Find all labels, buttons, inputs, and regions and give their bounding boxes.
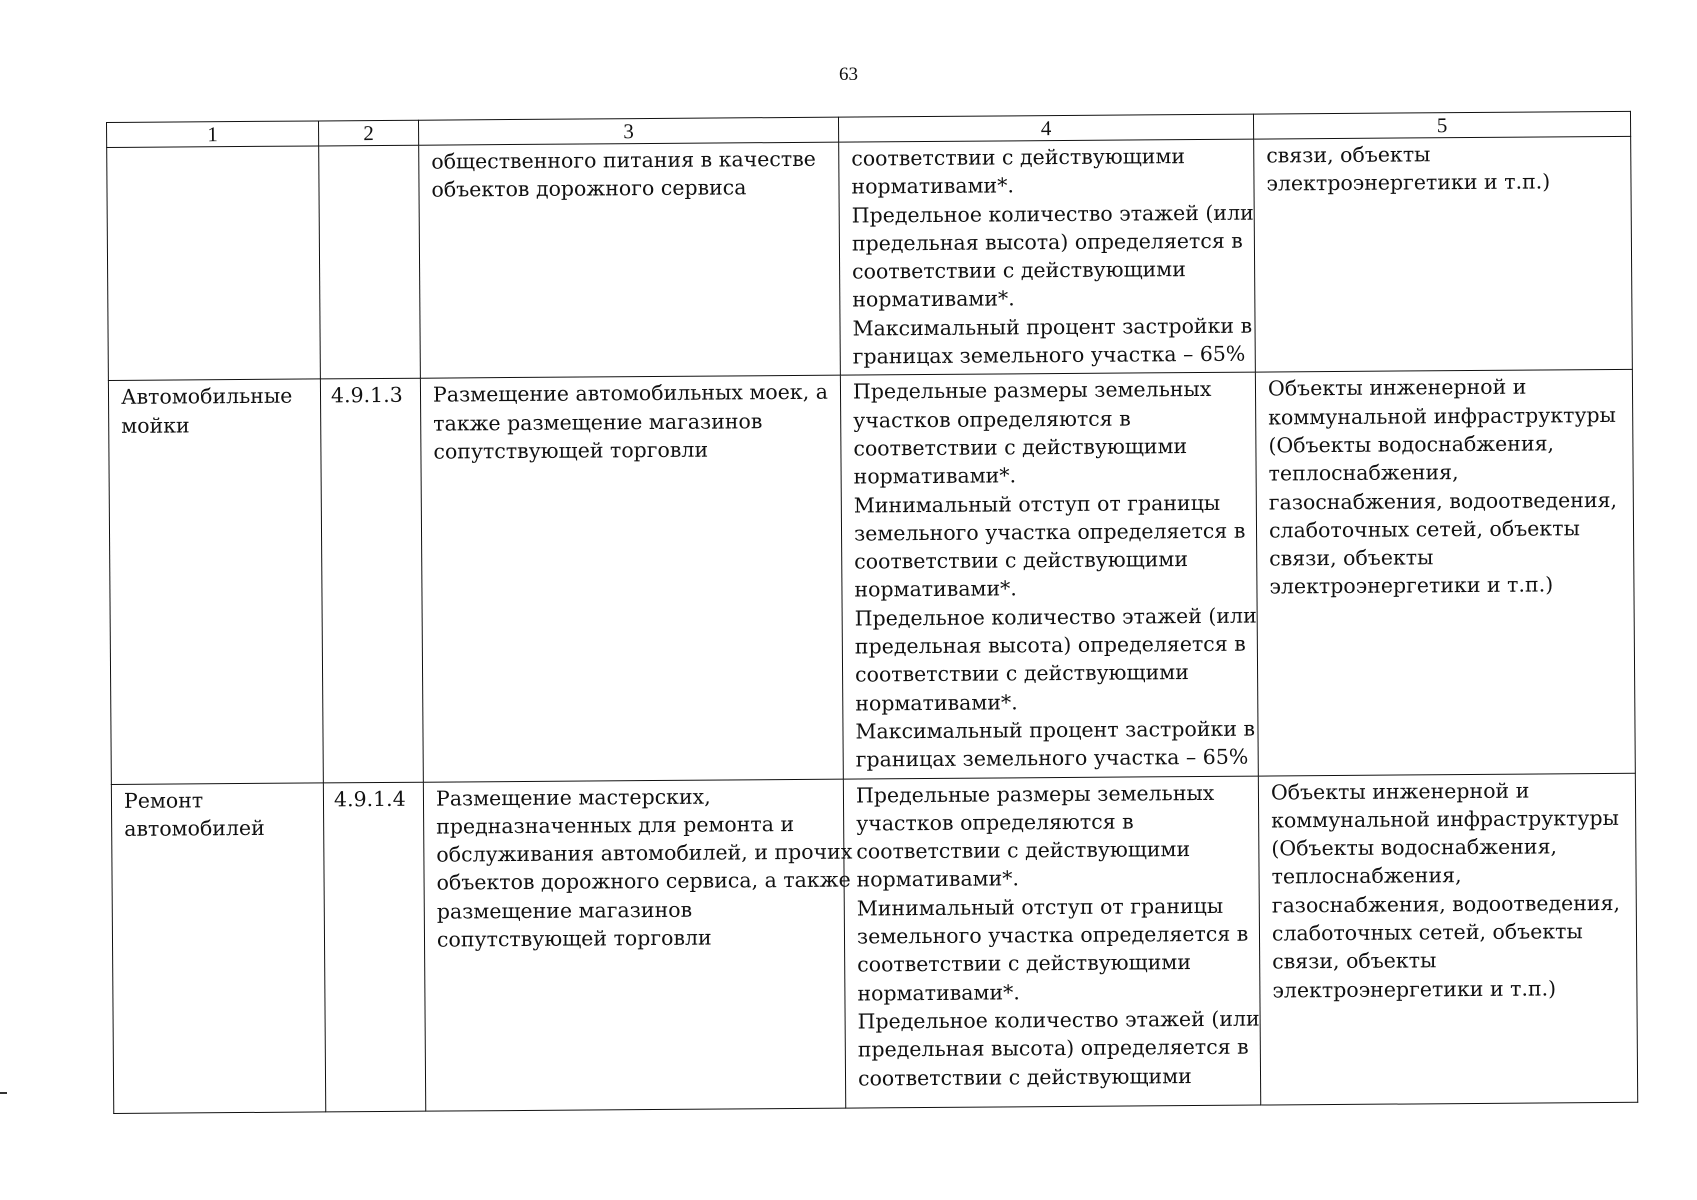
use-name-cell bbox=[111, 782, 325, 1113]
use-name-line: мойки bbox=[121, 413, 190, 438]
parameters-line: Минимальный отступ от границы bbox=[853, 490, 1221, 518]
infrastructure-line: электроэнергетики и т.п.) bbox=[1272, 976, 1557, 1003]
infrastructure-line: слаботочных сетей, объекты bbox=[1268, 516, 1580, 543]
infrastructure-cell bbox=[1254, 136, 1633, 372]
table-row bbox=[107, 136, 1633, 381]
infrastructure-line: газоснабжения, водоотведения, bbox=[1271, 890, 1621, 918]
parameters-line: нормативами*. bbox=[857, 979, 1020, 1006]
parameters-line: соответствии с действующими bbox=[851, 144, 1186, 171]
use-description-cell bbox=[420, 375, 843, 781]
use-code-cell: 4.9.1.3 bbox=[320, 379, 423, 783]
use-name-cell bbox=[107, 146, 321, 381]
parameters-line: Предельные размеры земельных bbox=[855, 780, 1215, 808]
infrastructure-line: коммунальной инфраструктуры bbox=[1271, 805, 1619, 833]
parameters-line: соответствии с действующими bbox=[857, 950, 1192, 977]
infrastructure-line: теплоснабжения, bbox=[1271, 863, 1462, 889]
page-number: 63 bbox=[839, 64, 858, 85]
use-description-cell bbox=[419, 142, 841, 378]
infrastructure-line: электроэнергетики и т.п.) bbox=[1266, 169, 1551, 196]
parameters-line: Минимальный отступ от границы bbox=[856, 893, 1224, 921]
parameters-cell bbox=[840, 372, 1258, 778]
infrastructure-line: газоснабжения, водоотведения, bbox=[1268, 487, 1618, 515]
column-header-2: 2 bbox=[318, 120, 418, 146]
use-name-line: Автомобильные bbox=[120, 384, 293, 410]
parameters-line: Максимальный процент застройки в bbox=[855, 716, 1256, 744]
parameters-line: предельная высота) определяется в bbox=[854, 631, 1246, 659]
infrastructure-line: связи, объекты bbox=[1269, 545, 1434, 571]
infrastructure-line: слаботочных сетей, объекты bbox=[1271, 919, 1583, 946]
parameters-line: участков определяются в bbox=[856, 809, 1134, 836]
infrastructure-line: связи, объекты bbox=[1272, 948, 1437, 974]
parameters-line: соответствии с действующими bbox=[854, 660, 1189, 687]
parameters-line: границах земельного участка – 65% bbox=[852, 341, 1246, 369]
infrastructure-line: (Объекты водоснабжения, bbox=[1268, 431, 1555, 458]
infrastructure-line: Объекты инженерной и bbox=[1270, 778, 1530, 805]
parameters-line: участков определяются в bbox=[853, 406, 1131, 433]
parameters-cell bbox=[839, 139, 1256, 375]
parameters-line: предельная высота) определяется в bbox=[857, 1034, 1249, 1062]
parameters-line: нормативами*. bbox=[855, 689, 1018, 716]
column-header-5: 5 bbox=[1253, 111, 1630, 139]
parameters-line: соответствии с действующими bbox=[856, 837, 1191, 864]
description-line: объектов дорожного сервиса bbox=[431, 175, 747, 202]
column-header-4: 4 bbox=[838, 114, 1253, 142]
description-line: обслуживания автомобилей, и прочих bbox=[436, 839, 853, 867]
infrastructure-cell bbox=[1255, 370, 1635, 776]
description-line: сопутствующей торговли bbox=[436, 925, 712, 952]
infrastructure-cell bbox=[1258, 773, 1637, 1105]
parameters-line: Предельное количество этажей (или bbox=[854, 603, 1257, 631]
description-line: объектов дорожного сервиса, а также bbox=[436, 867, 851, 896]
use-name-line: Ремонт bbox=[123, 787, 204, 813]
parameters-line: предельная высота) определяется в bbox=[851, 228, 1243, 256]
infrastructure-line: связи, объекты bbox=[1266, 142, 1431, 168]
parameters-line: нормативами*. bbox=[851, 173, 1015, 199]
table-row bbox=[111, 773, 1637, 1113]
parameters-line: Предельное количество этажей (или bbox=[857, 1006, 1260, 1034]
use-name-cell bbox=[108, 379, 323, 784]
description-line: Размещение автомобильных моек, а bbox=[432, 380, 828, 407]
description-line: общественного питания в качестве bbox=[431, 146, 816, 174]
column-header-3: 3 bbox=[418, 117, 838, 145]
parameters-line: Предельное количество этажей (или bbox=[851, 200, 1254, 228]
parameters-line: Максимальный процент застройки в bbox=[852, 313, 1253, 341]
parameters-line: земельного участка определяется в bbox=[853, 518, 1246, 546]
description-line: Размещение мастерских, bbox=[435, 784, 711, 811]
parameters-line: Предельные размеры земельных bbox=[852, 377, 1212, 404]
infrastructure-line: теплоснабжения, bbox=[1268, 460, 1459, 486]
description-line: сопутствующей торговли bbox=[433, 437, 709, 464]
parameters-line: земельного участка определяется в bbox=[856, 921, 1249, 949]
scan-edge-mark bbox=[0, 1092, 7, 1094]
description-line: размещение магазинов bbox=[436, 897, 693, 924]
parameters-line: соответствии с действующими bbox=[852, 257, 1186, 284]
parameters-line: нормативами*. bbox=[854, 576, 1017, 602]
infrastructure-line: (Объекты водоснабжения, bbox=[1271, 834, 1558, 861]
parameters-line: границах земельного участка – 65% bbox=[855, 744, 1249, 772]
parameters-line: нормативами*. bbox=[852, 286, 1015, 313]
zoning-table bbox=[106, 111, 1638, 1114]
parameters-line: нормативами*. bbox=[853, 463, 1017, 489]
infrastructure-line: Объекты инженерной и bbox=[1267, 374, 1527, 401]
use-code-cell bbox=[319, 145, 421, 379]
table-row bbox=[108, 370, 1635, 784]
description-line: также размещение магазинов bbox=[433, 408, 763, 436]
use-name-line: автомобилей bbox=[124, 815, 265, 841]
description-line: предназначенных для ремонта и bbox=[436, 811, 795, 839]
parameters-cell bbox=[843, 776, 1260, 1108]
use-code-cell: 4.9.1.4 bbox=[323, 782, 425, 1112]
use-description-cell bbox=[423, 779, 853, 1111]
parameters-line: нормативами*. bbox=[856, 866, 1020, 892]
parameters-line: соответствии с действующими bbox=[857, 1063, 1192, 1091]
infrastructure-line: коммунальной инфраструктуры bbox=[1268, 402, 1617, 430]
column-header-1: 1 bbox=[107, 121, 319, 148]
parameters-line: соответствии с действующими bbox=[854, 547, 1189, 574]
parameters-line: соответствии с действующими bbox=[853, 434, 1188, 461]
infrastructure-line: электроэнергетики и т.п.) bbox=[1269, 572, 1554, 599]
